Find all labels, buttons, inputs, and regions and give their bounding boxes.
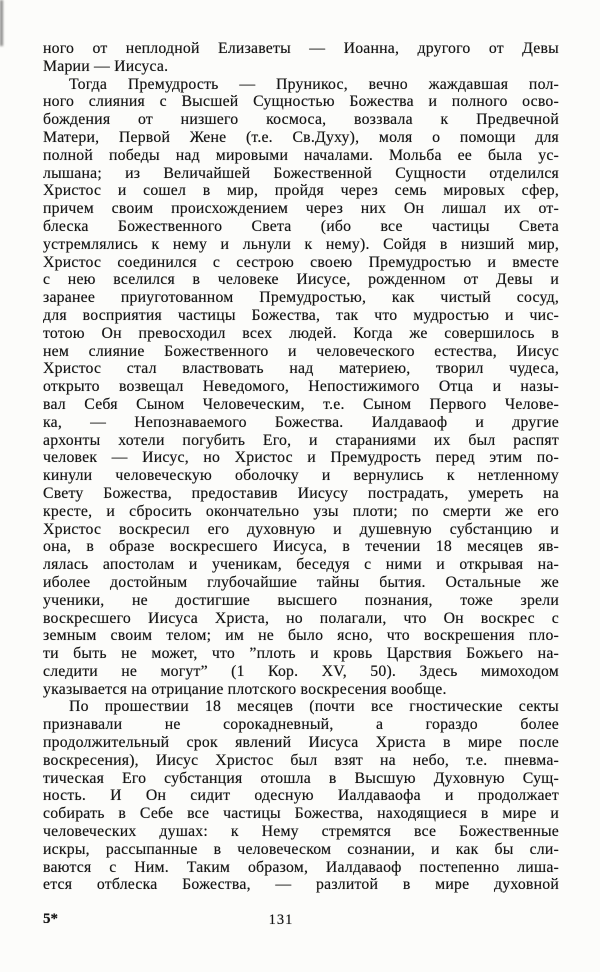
text-line: человеческих душах: к Нему стремятся все Божественные	[43, 823, 559, 841]
page-number: 131	[268, 912, 294, 928]
signature-mark: 5*	[43, 911, 58, 927]
text-line: указывается на отрицание плотского воскресения вообще.	[43, 680, 447, 698]
page-footer	[43, 911, 559, 931]
text-line: Христос воскресил его духовную и душевную субстанцию и	[43, 520, 559, 538]
text-line: Христос стал властвовать над материею, творил чудеса,	[43, 360, 559, 378]
text-line: ти быть не может, что ”плоть и кровь Царствия Божьего на-	[43, 645, 559, 663]
text-line: блеска Божественного Света (ибо все частицы Света	[43, 217, 559, 235]
text-line: Христос и сошел в мир, пройдя через семь мировых сфер,	[43, 182, 559, 200]
text-line: кинули человеческую оболочку и вернулись к нетленному	[43, 467, 559, 485]
text-line: земным своим телом; им не было ясно, что воскрешения пло-	[43, 627, 559, 645]
text-block	[43, 40, 559, 894]
text-line: ученики, не достигшие высшего познания, тоже зрели	[43, 591, 559, 609]
text-line: По прошествии 18 месяцев (почти все гностические секты	[69, 698, 559, 716]
text-line: открыто возвещал Неведомого, Непостижимого Отца и назы-	[43, 378, 559, 396]
text-line: следити не могут” (1 Кор. XV, 50). Здесь мимоходом	[43, 662, 559, 680]
text-line: Тогда Премудрость — Пруникос, вечно жаждавшая пол-	[69, 75, 559, 93]
text-line: Свету Божества, предоставив Иисусу пострадать, умереть на	[43, 484, 559, 502]
text-line: воскресения), Иисус Христос был взят на небо, т.е. пневма-	[43, 751, 559, 769]
text-line: воскресшего Иисуса Христа, но полагали, что Он воскрес с	[43, 609, 559, 627]
text-line: ваются с Ним. Таким образом, Иалдаваоф постепенно лиша-	[43, 858, 559, 876]
text-line: нем слияние Божественного и человеческого естества, Иисус	[43, 342, 559, 360]
text-line: лышана; из Величайшей Божественной Сущности отделился	[43, 164, 559, 182]
text-line: ного от неплодной Елизаветы — Иоанна, другого от Девы	[43, 40, 559, 57]
text-line: ность. И Он сидит одесную Иалдаваофа и продолжает	[43, 787, 559, 805]
text-line: искры, рассыпанные в человеческом сознании, и как бы сли-	[43, 840, 559, 858]
text-line: Христос соединился с сестрою своею Премудростью и вместе	[43, 253, 559, 271]
text-line: продолжительный срок явлений Иисуса Христа в мире после	[43, 734, 559, 752]
text-line: ется отблеска Божества, — разлитой в мире духовной	[43, 876, 559, 894]
text-line: вал Себя Сыном Человеческим, т.е. Сыном Первого Челове-	[43, 395, 559, 413]
text-line: устремлялись к нему и льнули к нему). Сойдя в низший мир,	[43, 235, 559, 253]
text-line: она, в образе воскресшего Иисуса, в течении 18 месяцев яв-	[43, 538, 559, 556]
scan-edge-artifact	[0, 0, 3, 46]
text-line: тическая Его субстанция отошла в Высшую Духовную Сущ-	[43, 769, 559, 787]
text-line: ка, — Непознаваемого Божества. Иалдаваоф и другие	[43, 413, 559, 431]
text-line: причем своим происхождением через них Он лишал их от-	[43, 200, 559, 218]
text-line: признавали не сорокадневный, а гораздо более	[43, 716, 559, 734]
text-line: иболее достойным глубочайшие тайны бытия. Остальные же	[43, 573, 559, 591]
text-line: кресте, и сбросить окончательно узы плоти; по смерти же его	[43, 502, 559, 520]
text-line: человек — Иисус, но Христос и Премудрость перед этим по-	[43, 449, 559, 467]
text-line: с нею вселился в человеке Иисусе, рожденном от Девы и	[43, 271, 559, 289]
text-line: Марии — Иисуса.	[43, 57, 169, 75]
text-line: лялась апостолам и ученикам, беседуя с ними и открывая на-	[43, 556, 559, 574]
text-line: заранее приуготованном Премудростью, как чистый сосуд,	[43, 289, 559, 307]
text-line: полной победы над мировыми началами. Мольба ее была ус-	[43, 146, 559, 164]
text-line: собирать в Себе все частицы Божества, находящиеся в мире и	[43, 805, 559, 823]
text-line: для восприятия частицы Божества, так что мудростью и чис-	[43, 306, 559, 324]
text-line: тотою Он превосходил всех людей. Когда же совершилось в	[43, 324, 559, 342]
text-line: бождения от низшего космоса, воззвала к Предвечной	[43, 111, 559, 129]
text-line: ного слияния с Высшей Сущностью Божества и полного осво-	[43, 93, 559, 111]
text-line: Матери, Первой Жене (т.е. Св.Духу), моля о помощи для	[43, 128, 559, 146]
text-line: архонты хотели погубить Его, и стараниями их был распят	[43, 431, 559, 449]
